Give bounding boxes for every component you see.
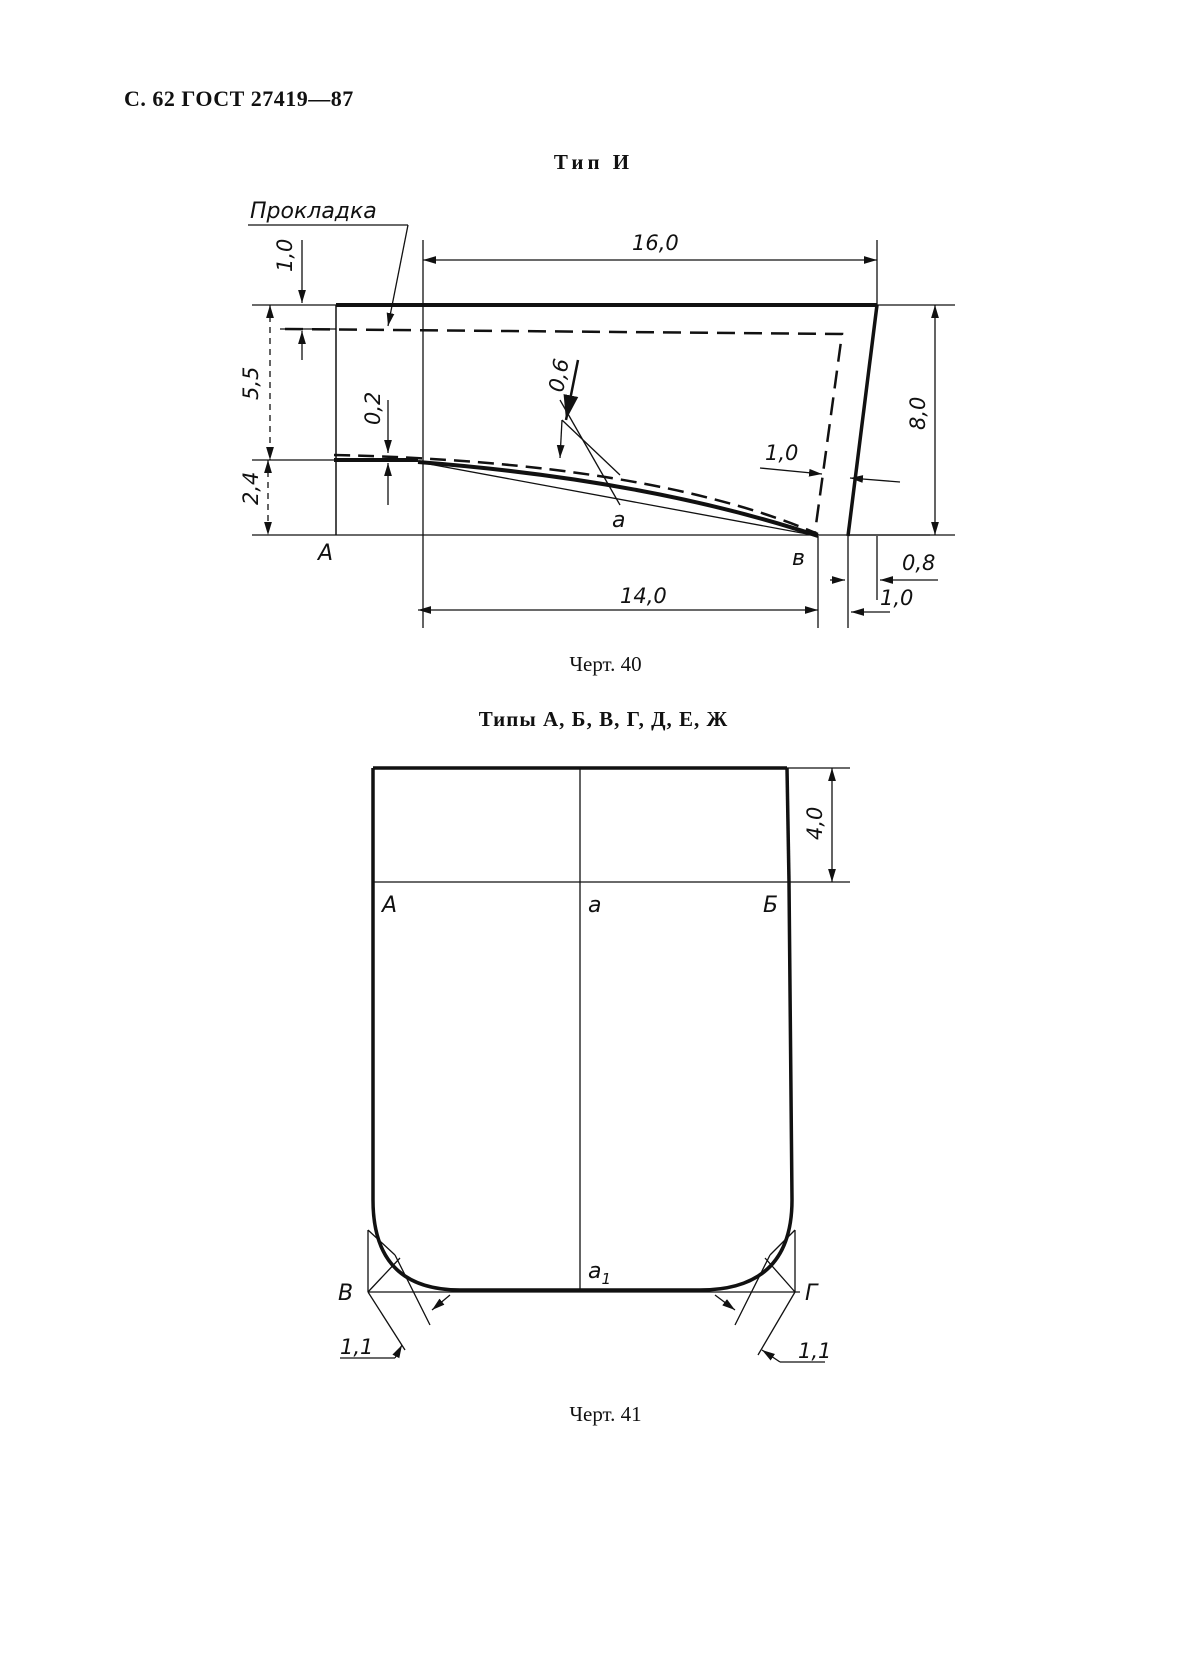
figure-40-caption: Черт. 40 bbox=[569, 652, 642, 676]
dim-bottom-width: 14,0 bbox=[620, 584, 667, 608]
dim-top-width: 16,0 bbox=[632, 231, 679, 255]
point-a-left: А bbox=[318, 541, 334, 566]
figure-40-title: Тип И bbox=[553, 150, 634, 174]
point-B: Б bbox=[763, 893, 779, 918]
dim-gasket-offset: 1,0 bbox=[273, 238, 297, 272]
point-V: В bbox=[338, 1281, 354, 1306]
dim-curve-depth: 0,6 bbox=[544, 356, 574, 394]
figure-40-drawing bbox=[248, 225, 955, 628]
point-G: Г bbox=[805, 1281, 818, 1306]
dim-right-small: 0,8 bbox=[902, 551, 936, 575]
point-a: а bbox=[588, 893, 602, 918]
gasket-label: Прокладка bbox=[250, 199, 377, 224]
point-A: А bbox=[382, 893, 398, 918]
dim-top-height: 4,0 bbox=[803, 806, 827, 840]
dim-upper-height: 5,5 bbox=[239, 366, 263, 400]
page-header: С. 62 ГОСТ 27419—87 bbox=[124, 86, 354, 111]
point-a1: $а_1$ bbox=[588, 1259, 612, 1288]
dim-right-small-2: 1,0 bbox=[880, 586, 914, 610]
dim-height-right: 8,0 bbox=[906, 396, 930, 430]
dim-corner-right: 1,1 bbox=[798, 1339, 832, 1363]
figure-41-title: Типы А, Б, В, Г, Д, Е, Ж bbox=[478, 707, 729, 731]
dim-curve-offset: 0,2 bbox=[361, 391, 385, 425]
dim-corner-left: 1,1 bbox=[340, 1335, 374, 1359]
dim-lower-height: 2,4 bbox=[239, 471, 263, 505]
dim-right-inset: 1,0 bbox=[765, 441, 799, 465]
point-v: в bbox=[792, 546, 805, 571]
point-a-mid: а bbox=[612, 508, 626, 533]
figure-41-caption: Черт. 41 bbox=[569, 1402, 642, 1426]
